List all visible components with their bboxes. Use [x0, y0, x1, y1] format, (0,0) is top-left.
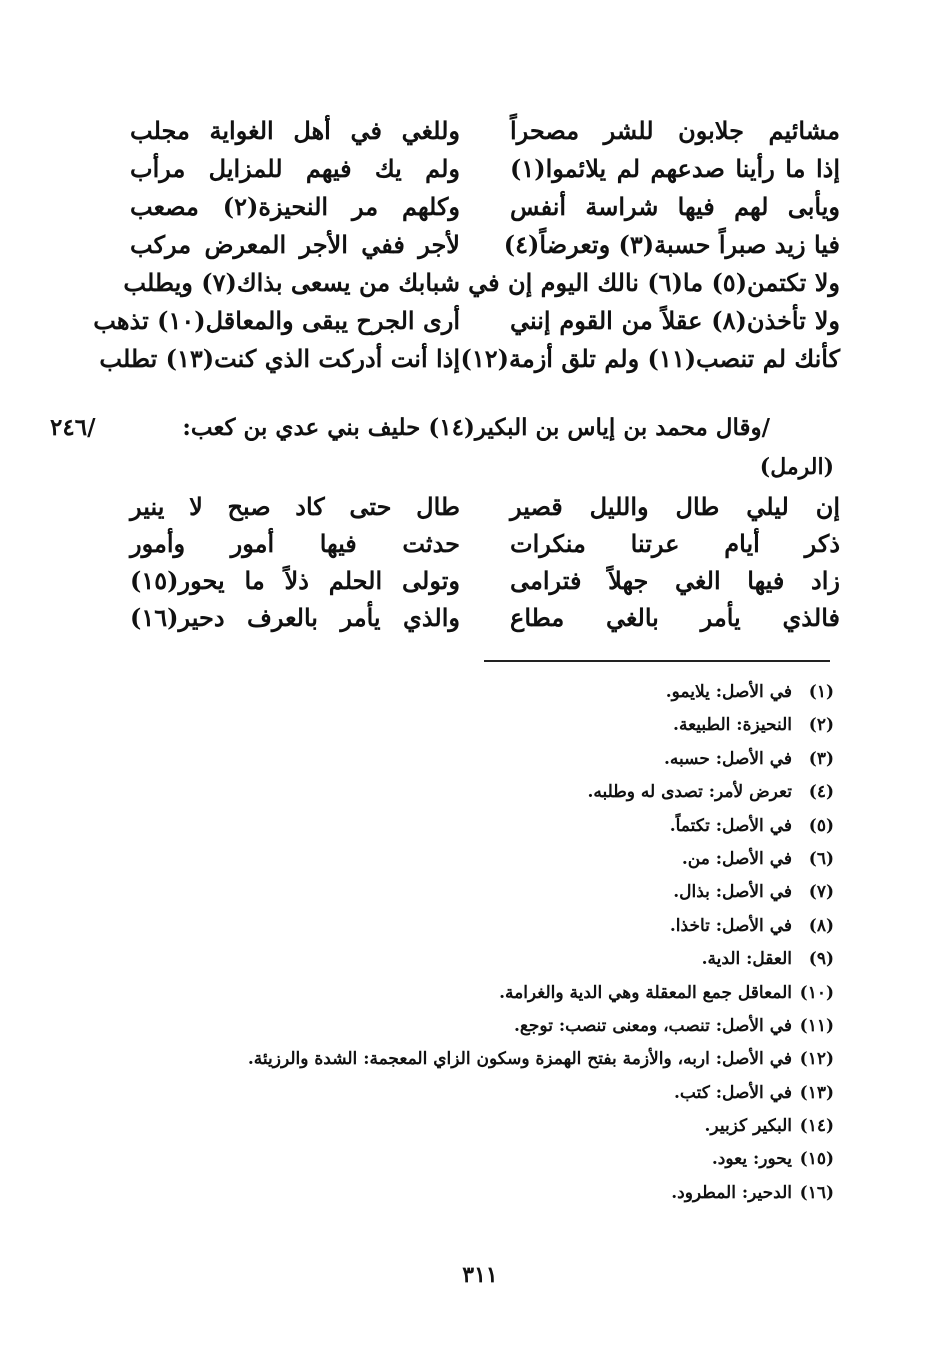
footnote-text: يحور: يعود. — [711, 1149, 792, 1170]
footnote — [200, 843, 834, 876]
verse-line — [130, 488, 840, 525]
footnote-number: (٩) — [808, 949, 834, 970]
footnote-number: (٦) — [808, 848, 834, 869]
poetic-meter-label: (الرمل) — [759, 454, 834, 480]
footnote-text: العقل: الدية. — [701, 949, 792, 970]
verse-line — [130, 112, 840, 150]
verse-line — [99, 340, 840, 378]
footnote — [200, 743, 834, 776]
poem-2 — [130, 488, 840, 636]
verse-second-hemistich: طال حتى كاد صبح لا ينير — [130, 492, 460, 521]
footnote — [200, 776, 834, 809]
footnote — [200, 810, 834, 843]
footnote-text: في الأصل: من. — [681, 848, 792, 869]
footnote-number: (٢) — [808, 715, 834, 736]
footnote-text: في الأصل: كتب. — [674, 1082, 792, 1103]
margin-folio-reference: /٢٤٦ — [50, 414, 96, 441]
footnote-text: في الأصل: تكتماً. — [669, 815, 792, 836]
footnote — [200, 943, 834, 976]
verse-line — [130, 226, 840, 264]
footnote-number: (١٤) — [799, 1116, 834, 1137]
verse-second-hemistich: شبابك من يسعى بذاك(٧) ويطلب — [123, 268, 460, 297]
footnote-text: في الأصل: تنصب، ومعنى تنصب: توجع. — [513, 1015, 792, 1036]
footnote — [200, 1077, 834, 1110]
footnote-number: (٧) — [808, 882, 834, 903]
verse-line — [130, 525, 840, 562]
footnote-text: في الأصل: اربه، والأزمة بفتح الهمزة وسكون الزاي المعجمة: الشدة والرزيئة. — [247, 1049, 792, 1070]
footnote-number: (١٦) — [799, 1182, 834, 1203]
footnote — [200, 876, 834, 909]
verse-first-hemistich: إذا ما رأينا صدعهم لم يلائموا(١) — [510, 154, 840, 183]
verse-second-hemistich: وكلهم مر النحيزة(٢) مصعب — [130, 192, 460, 221]
footnote-number: (١٥) — [799, 1149, 834, 1170]
footnote-text: في الأصل: حسبه. — [664, 748, 792, 769]
footnote — [200, 1043, 834, 1076]
footnotes — [200, 676, 834, 1210]
verse-line — [93, 302, 841, 340]
verse-first-hemistich: زاد فيها الغي جهلاً فترامى — [510, 566, 840, 595]
verse-second-hemistich: والذي يأمر بالعرف دحير(١٦) — [130, 603, 460, 632]
footnote-number: (١٢) — [799, 1049, 834, 1070]
footnote — [200, 676, 834, 709]
verse-first-hemistich: إن ليلي طال والليل قصير — [510, 492, 840, 521]
footnote — [200, 977, 834, 1010]
footnote-text: المعاقل جمع المعقلة وهي الدية والغرامة. — [499, 982, 792, 1003]
verse-second-hemistich: لأجر ففي الأجر المعرض مركب — [130, 230, 460, 259]
verse-first-hemistich: فيا زيد صبراً حسبة(٣) وتعرضاً(٤) — [503, 230, 840, 259]
verse-second-hemistich: ولم يك فيهم للمزايل مرأب — [130, 154, 460, 183]
footnote-text: تعرض لأمر: تصدى له وطلبه. — [587, 782, 792, 803]
verse-first-hemistich: ولا تكتمن(٥) ما(٦) نالك اليوم إن في — [468, 268, 840, 297]
verse-second-hemistich: أرى الجرح يبقى والمعاقل(١٠) تذهب — [93, 306, 460, 335]
verse-first-hemistich: ولا تأخذن(٨) عقلاً من القوم إنني — [510, 306, 841, 335]
footnote — [200, 1177, 834, 1210]
verse-line — [123, 264, 840, 302]
footnote — [200, 709, 834, 742]
footnote-separator — [484, 660, 830, 662]
footnote — [200, 910, 834, 943]
footnote-text: البكير كزبير. — [704, 1116, 792, 1137]
verse-first-hemistich: فالذي يأمر بالغي مطاع — [510, 603, 840, 632]
footnote-number: (٤) — [808, 782, 834, 803]
verse-line — [130, 599, 840, 636]
footnote-number: (٥) — [808, 815, 834, 836]
footnote-number: (١٣) — [799, 1082, 834, 1103]
footnote-number: (١٠) — [799, 982, 834, 1003]
verse-second-hemistich: وللغي في أهل الغواية مجلب — [130, 116, 460, 145]
footnote-number: (٣) — [808, 748, 834, 769]
footnote — [200, 1110, 834, 1143]
poem-1 — [93, 112, 841, 378]
footnote-text: في الأصل: بذال. — [673, 882, 792, 903]
footnote-number: (٨) — [808, 915, 834, 936]
verse-first-hemistich: ذكر أيام عرتنا منكرات — [510, 529, 840, 558]
verse-first-hemistich: كأنك لم تنصب(١١) ولم تلق أزمة(١٢) — [460, 344, 840, 373]
verse-second-hemistich: وتولى الحلم ذلاً ما يحور(١٥) — [130, 566, 460, 595]
verse-line — [130, 562, 840, 599]
verse-line — [130, 188, 840, 226]
footnote-text: الدحير: المطرود. — [671, 1182, 792, 1203]
verse-first-hemistich: مشائيم جلابون للشر مصحراً — [510, 116, 840, 145]
footnote-number: (١١) — [799, 1015, 834, 1036]
footnote-text: النحيزة: الطبيعة. — [673, 715, 792, 736]
verse-second-hemistich: حدثت فيها أمور وأمور — [130, 529, 460, 558]
footnote-text: في الأصل: تاخذا. — [669, 915, 792, 936]
footnote — [200, 1010, 834, 1043]
verse-second-hemistich: إذا أنت أدركت الذي كنت(١٣) تطلب — [99, 344, 460, 373]
footnote — [200, 1143, 834, 1176]
footnote-number: (١) — [808, 682, 834, 702]
page-number: ٣١١ — [462, 1262, 498, 1288]
footnote-text: في الأصل: يلايمو. — [665, 682, 792, 702]
poem-introduction: /وقال محمد بن إياس بن البكير(١٤) حليف بني عدي بن كعب: — [182, 414, 770, 441]
verse-line — [130, 150, 840, 188]
verse-first-hemistich: ويأبى لهم فيها شراسة أنفس — [510, 192, 840, 221]
